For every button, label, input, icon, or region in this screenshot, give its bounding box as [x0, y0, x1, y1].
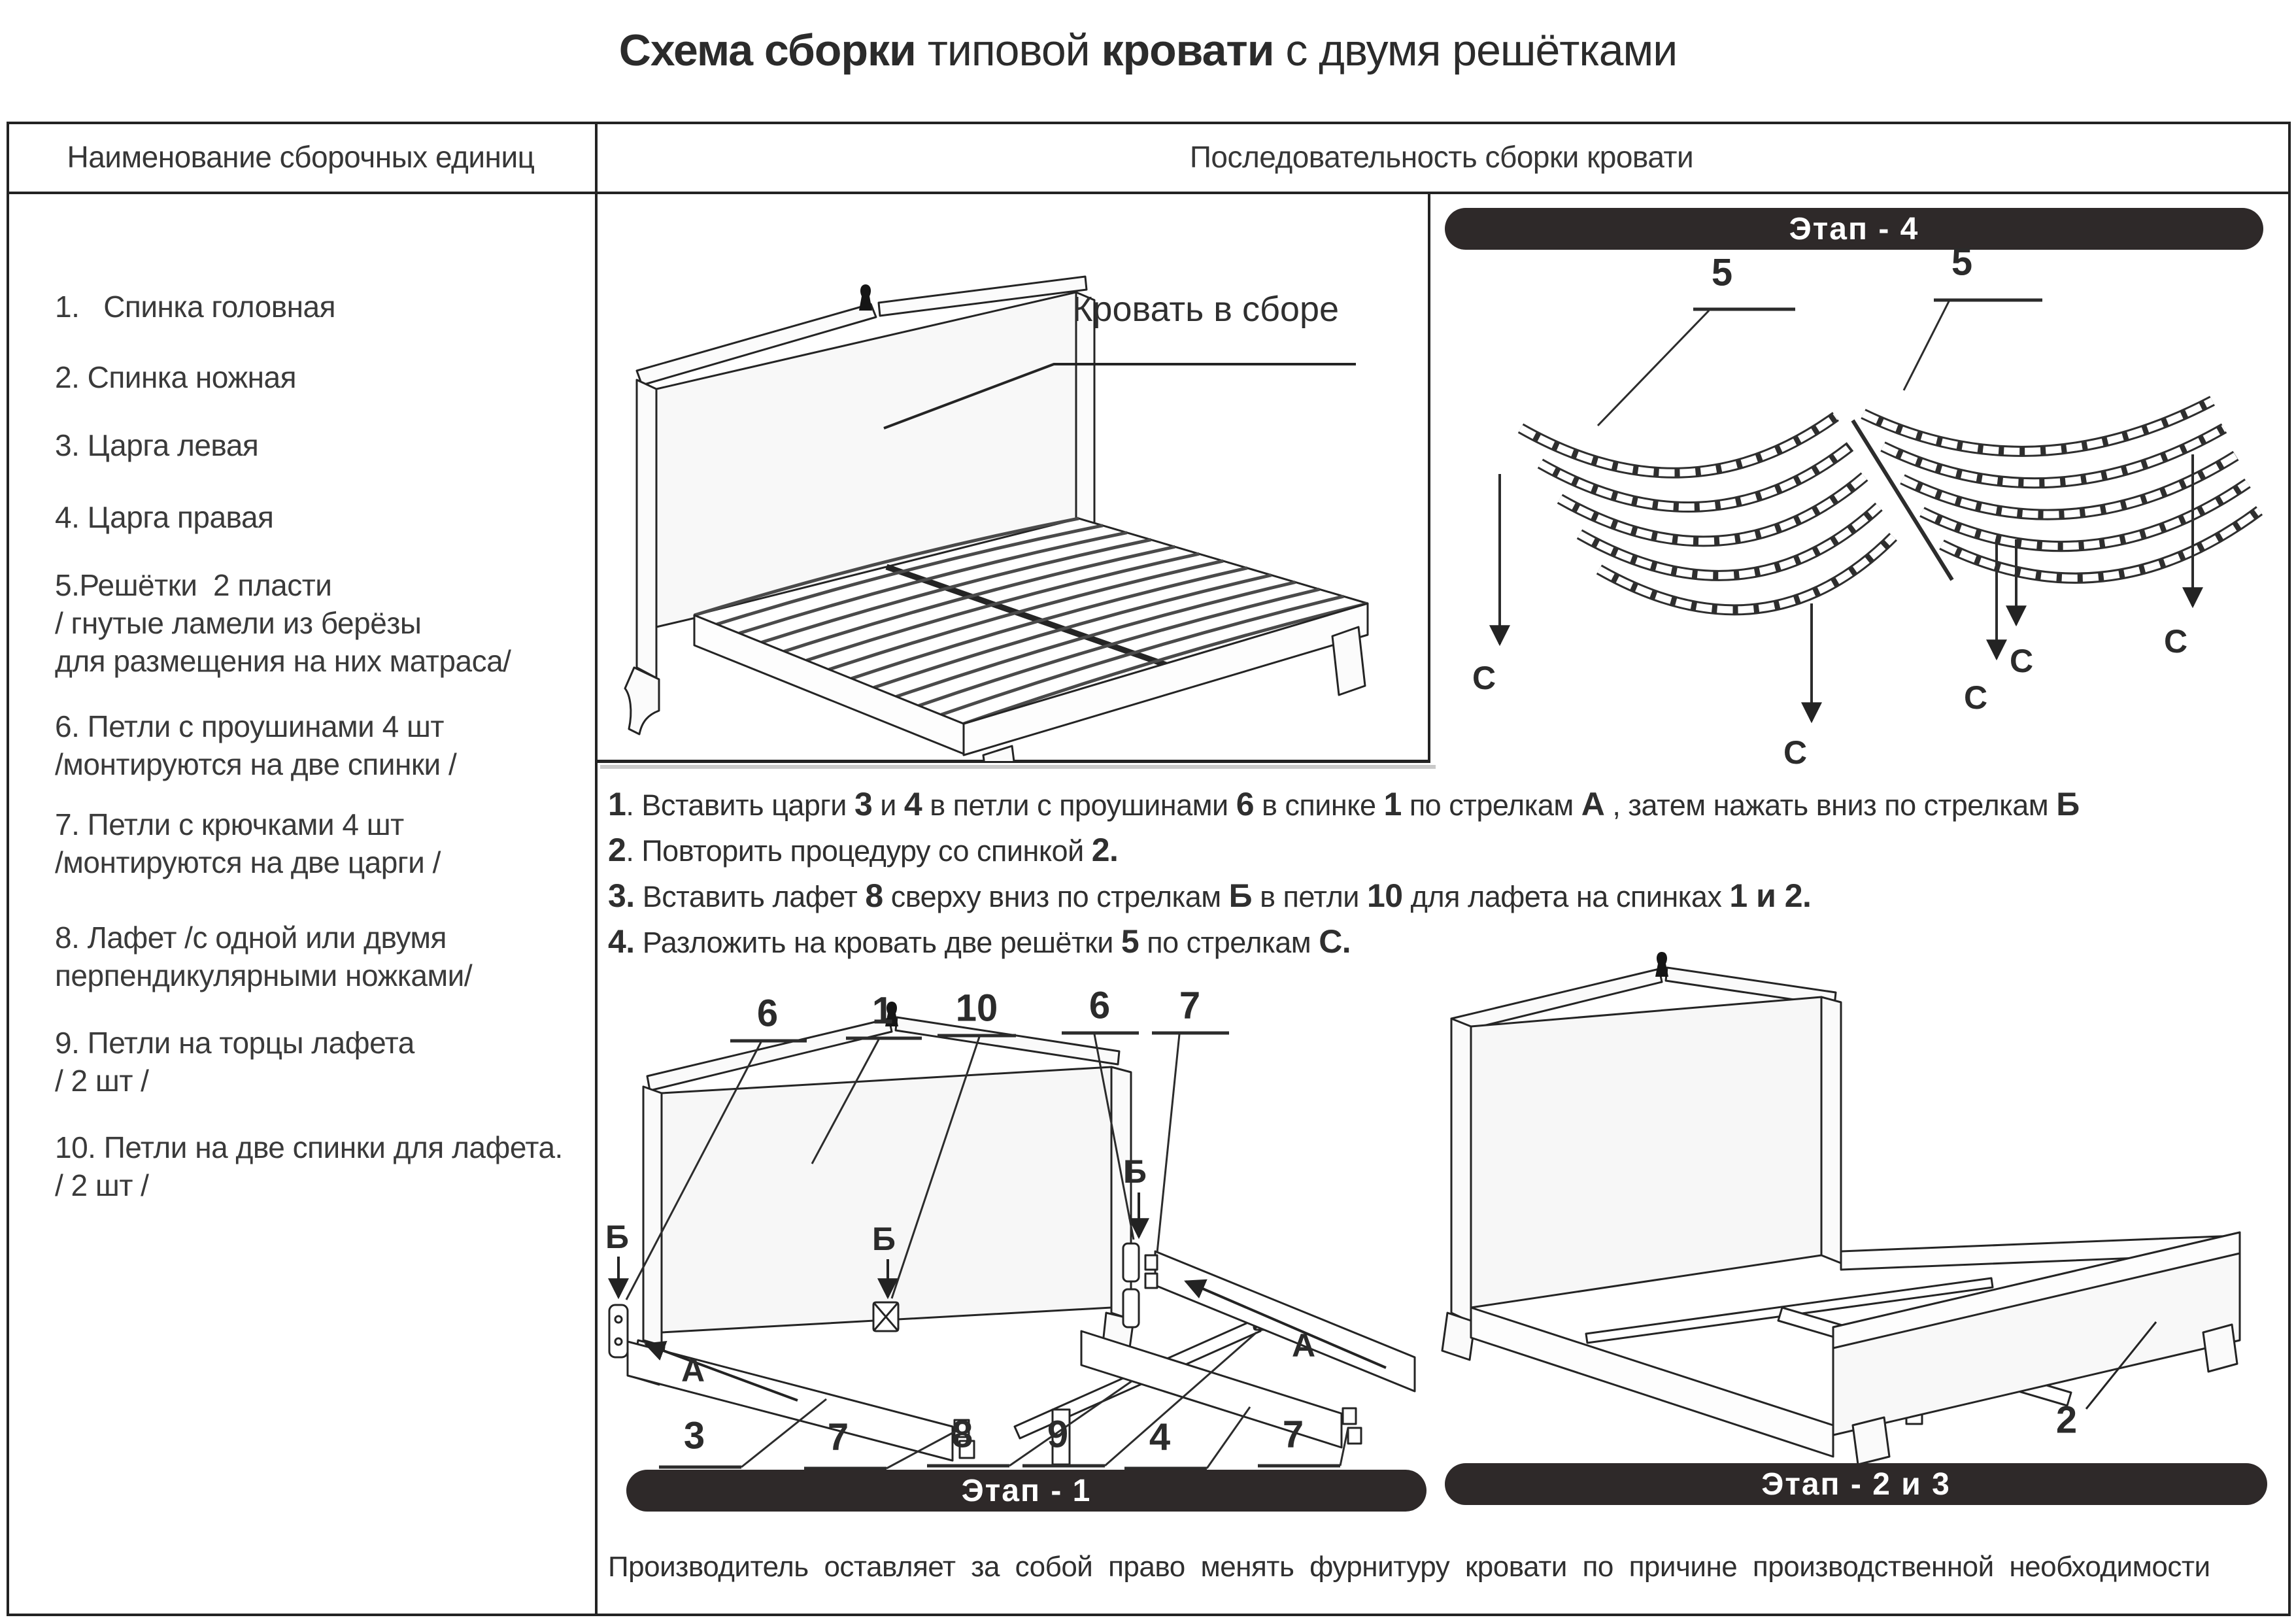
headboard-panel — [1471, 997, 1821, 1308]
parts-list-item: 6. Петли с проушинами 4 шт /монтируются на две спинки / — [55, 709, 457, 781]
rail-3 — [628, 1342, 953, 1461]
parts-list-item: 7. Петли с крючками 4 шт /монтируются на две царги / — [55, 807, 441, 879]
hook-hinge — [1343, 1408, 1356, 1424]
stage23-banner-label: Этап - 2 и 3 — [1761, 1466, 1951, 1502]
hook-hinge — [1348, 1428, 1361, 1444]
footer-note: Производитель оставляет за собой право менять фурнитуру кровати по причине производственной необходимости — [608, 1551, 2210, 1583]
callout-label: Б — [872, 1221, 896, 1257]
parts-list-item: 5.Решётки 2 пласти / гнутые ламели из берёзы для размещения на них матраса/ — [55, 568, 511, 678]
left-column-header: Наименование сборочных единиц — [67, 139, 535, 174]
assembled-bed-lineart — [625, 277, 1368, 761]
stage23-panel — [1429, 941, 2289, 1517]
stage1-banner-label: Этап - 1 — [961, 1473, 1092, 1508]
callout-label: 8 — [951, 1413, 973, 1456]
stage4-diagram — [1429, 193, 2289, 761]
assembly-step: 2. Повторить процедуру со спинкой 2. — [608, 832, 1119, 868]
middle-divider-shadow — [600, 765, 1436, 769]
hook-hinge — [1145, 1274, 1157, 1288]
stage4-banner — [1445, 208, 2263, 250]
callout-label: 4 — [1149, 1415, 1171, 1459]
stage23-diagram — [1429, 941, 2289, 1517]
parts-list-item: 1. Спинка головная — [55, 290, 336, 324]
callout-label: 9 — [1047, 1413, 1069, 1456]
frame-bottom-line — [7, 1614, 2291, 1616]
title-segment: кровати — [1101, 25, 1274, 75]
assembly-step: 1. Вставить царги 3 и 4 в петли с проушинами 6 в спинке 1 по стрелкам А , затем нажать вниз по стрелкам Б — [608, 786, 2080, 822]
parts-list-item: 10. Петли на две спинки для лафета. / 2 шт / — [55, 1130, 563, 1202]
stage1-panel — [596, 941, 1428, 1517]
slat-grid-right — [1863, 401, 2259, 578]
callout-label: 5 — [1951, 241, 1973, 284]
callout-label: 6 — [1089, 984, 1111, 1027]
parts-list-item: 3. Царга левая — [55, 428, 259, 462]
stage23-banner — [1445, 1463, 2267, 1505]
callout-label: 2 — [2055, 1398, 2078, 1442]
assembly-steps — [608, 782, 2282, 965]
foot-leg — [1853, 1417, 1889, 1464]
stage1-lineart — [609, 1002, 1415, 1464]
callout-label: 1 — [871, 989, 894, 1032]
parts-list-item: 9. Петли на торцы лафета / 2 шт / — [55, 1026, 414, 1098]
eyelet-hinge — [1123, 1243, 1139, 1281]
callout-label: 7 — [1179, 984, 1201, 1027]
stage23-lineart — [1442, 952, 2240, 1464]
callout-label: С — [1963, 679, 1988, 716]
headboard-leg — [625, 668, 659, 734]
page-title — [0, 25, 2296, 76]
callout-label: С — [1472, 660, 1496, 696]
title-segment: типовой — [927, 25, 1102, 75]
callout-label: С — [2163, 623, 2188, 660]
callout-label: Б — [1123, 1153, 1147, 1190]
parts-list-item: 8. Лафет /с одной или двумя перпендикулярными ножками/ — [55, 921, 473, 992]
callout-label: 5 — [1711, 251, 1733, 294]
stage1-banner — [626, 1470, 1427, 1512]
eyelet-hinge — [609, 1305, 628, 1357]
callout-label: 3 — [683, 1414, 705, 1457]
callout-label: С — [2009, 643, 2034, 679]
callout-label: А — [1291, 1327, 1316, 1364]
callout-label: 6 — [756, 992, 779, 1035]
hook-hinge — [1145, 1255, 1157, 1270]
assembly-step: 4. Разложить на кровать две решётки 5 по стрелкам С. — [608, 923, 1351, 960]
callout-label: Б — [605, 1219, 629, 1255]
right-column-header: Последовательность сборки кровати — [1189, 139, 1694, 174]
stage4-panel — [1429, 193, 2289, 771]
parts-list-item: 4. Царга правая — [55, 500, 274, 534]
assembled-bed-label: Кровать в сборе — [1072, 290, 1340, 329]
frame-left-line — [7, 122, 9, 1616]
stage4-banner-label: Этап - 4 — [1789, 211, 1919, 246]
assembly-step: 3. Вставить лафет 8 сверху вниз по стрелкам Б в петли 10 для лафета на спинках 1 и 2. — [608, 877, 1812, 914]
callout-label: С — [1783, 734, 1808, 771]
eyelet-hinge — [1123, 1289, 1139, 1327]
callout-label: 7 — [1282, 1413, 1304, 1456]
callout-label: 10 — [955, 987, 998, 1030]
title-segment: с двумя решётками — [1274, 25, 1678, 75]
callout-label: А — [681, 1352, 705, 1389]
assembled-bed-diagram — [596, 193, 1428, 761]
callout-label: 7 — [827, 1415, 849, 1459]
pediment-ornament — [859, 284, 872, 311]
pediment-ornament — [1655, 952, 1668, 977]
assembled-bed-panel — [596, 193, 1428, 761]
foot-leg — [2203, 1325, 2237, 1372]
title-segment: Схема сборки — [618, 25, 928, 75]
slat-grid-left — [1521, 416, 1893, 610]
parts-list-item: 2. Спинка ножная — [55, 360, 297, 394]
foot-leg — [1332, 627, 1365, 695]
